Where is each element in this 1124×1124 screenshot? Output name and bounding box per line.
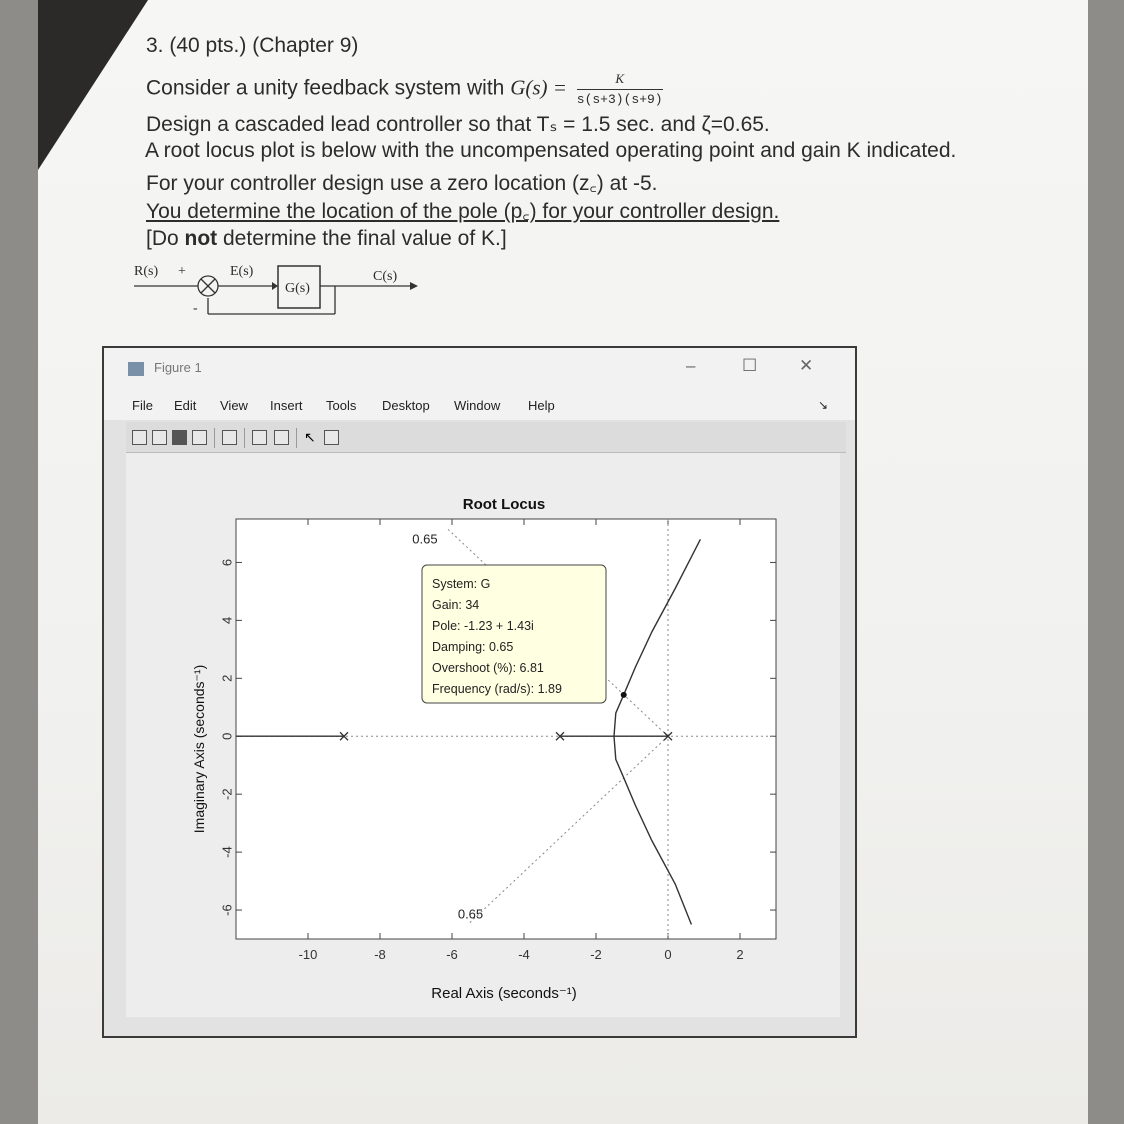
design-requirement: Design a cascaded lead controller so that Tₛ = 1.5 sec. and ζ=0.65. <box>146 113 770 136</box>
root-locus-plot <box>126 453 840 1017</box>
edit-plot-arrow-icon[interactable]: ↖ <box>304 429 316 445</box>
figure-canvas <box>126 453 840 1017</box>
chart-title: Root Locus <box>462 496 546 513</box>
menu-tools[interactable]: Tools <box>326 398 357 413</box>
x-tick-label: -8 <box>374 947 386 962</box>
x-tick-label: 0 <box>664 947 672 962</box>
y-tick-label: -6 <box>219 904 235 916</box>
menu-desktop[interactable]: Desktop <box>382 398 430 413</box>
system-statement <box>146 71 663 107</box>
matlab-logo-icon <box>128 362 144 376</box>
pole-location-statement: You determine the location of the pole (p꜀) for your controller design. <box>146 200 780 223</box>
print-icon[interactable] <box>192 430 207 445</box>
damping-label-top: 0.65 <box>412 531 438 547</box>
bd-arrow <box>272 282 278 290</box>
x-tick-label: 2 <box>736 947 744 962</box>
transfer-function-lhs: G(s) = <box>510 75 567 100</box>
figure-toolbar <box>126 422 846 453</box>
x-tick-label: -4 <box>518 947 530 962</box>
y-tick-label: 2 <box>219 674 235 682</box>
operating-point-marker[interactable] <box>621 692 627 698</box>
datatip-pole: Pole: -1.23 + 1.43i <box>432 619 534 633</box>
block-diagram <box>120 258 440 328</box>
y-tick-label: 4 <box>219 616 235 624</box>
tf-denominator: s(s+3)(s+9) <box>576 92 663 107</box>
datatip-system: System: G <box>432 577 491 591</box>
legend-icon[interactable] <box>274 430 289 445</box>
x-tick-label: -10 <box>298 947 318 962</box>
menu-edit[interactable]: Edit <box>174 398 197 413</box>
window-title: Figure 1 <box>154 360 202 375</box>
x-axis-label: Real Axis (seconds⁻¹) <box>431 985 577 1002</box>
menu-view[interactable]: View <box>220 398 248 413</box>
menu-file[interactable]: File <box>132 398 153 413</box>
datatip-gain: Gain: 34 <box>432 598 480 612</box>
colorbar-icon[interactable] <box>252 430 267 445</box>
minimize-button[interactable]: – <box>686 356 696 375</box>
bd-input-label: R(s) <box>134 264 159 279</box>
plant-label: G(s) <box>285 281 310 296</box>
rootlocus-statement: A root locus plot is below with the uncompensated operating point and gain K indicated. <box>145 139 957 162</box>
menu-bar <box>104 388 855 420</box>
close-button[interactable]: ✕ <box>799 356 814 375</box>
y-tick-label: 0 <box>219 732 235 740</box>
save-icon[interactable] <box>172 430 187 445</box>
transfer-function-fraction <box>577 71 663 107</box>
page-shadow-corner <box>38 0 148 170</box>
menu-help[interactable]: Help <box>528 398 555 413</box>
y-tick-label: -4 <box>219 846 235 858</box>
menu-insert[interactable]: Insert <box>270 398 303 413</box>
x-tick-label: -6 <box>446 947 458 962</box>
x-tick-label: -2 <box>590 947 602 962</box>
y-tick-label: -2 <box>219 788 235 800</box>
menu-window[interactable]: Window <box>454 398 501 413</box>
bd-output-arrow <box>410 282 418 290</box>
question-header: 3. (40 pts.) (Chapter 9) <box>146 34 359 57</box>
bd-plus-sign: + <box>178 264 186 279</box>
property-inspector-icon[interactable] <box>324 430 339 445</box>
datatip-frequency: Frequency (rad/s): 1.89 <box>432 682 562 696</box>
new-figure-icon[interactable] <box>132 430 147 445</box>
tf-numerator: K <box>577 71 663 90</box>
system-prefix: Consider a unity feedback system with <box>146 76 505 100</box>
datatip-overshoot: Overshoot (%): 6.81 <box>432 661 544 675</box>
final-k-not-bold: not <box>184 227 218 250</box>
damping-label-bottom: 0.65 <box>457 906 484 922</box>
window-titlebar <box>104 348 855 388</box>
open-file-icon[interactable] <box>152 430 167 445</box>
matlab-figure-window <box>102 346 857 1038</box>
datatip-damping: Damping: 0.65 <box>432 640 514 654</box>
maximize-button[interactable]: ☐ <box>742 356 758 375</box>
y-axis-label: Imaginary Axis (seconds⁻¹) <box>191 664 207 834</box>
bd-minus-sign: - <box>193 301 198 316</box>
link-plot-icon[interactable] <box>222 430 237 445</box>
y-tick-label: 6 <box>219 558 235 567</box>
datatip[interactable] <box>422 565 606 703</box>
zero-location-statement: For your controller design use a zero location (z꜀) at -5. <box>146 172 658 195</box>
dock-arrow-icon[interactable]: ↘ <box>818 398 829 412</box>
final-k-note: [Do not determine the final value of K.] <box>146 227 507 250</box>
bd-output-label: C(s) <box>373 269 398 284</box>
bd-error-label: E(s) <box>230 264 254 279</box>
